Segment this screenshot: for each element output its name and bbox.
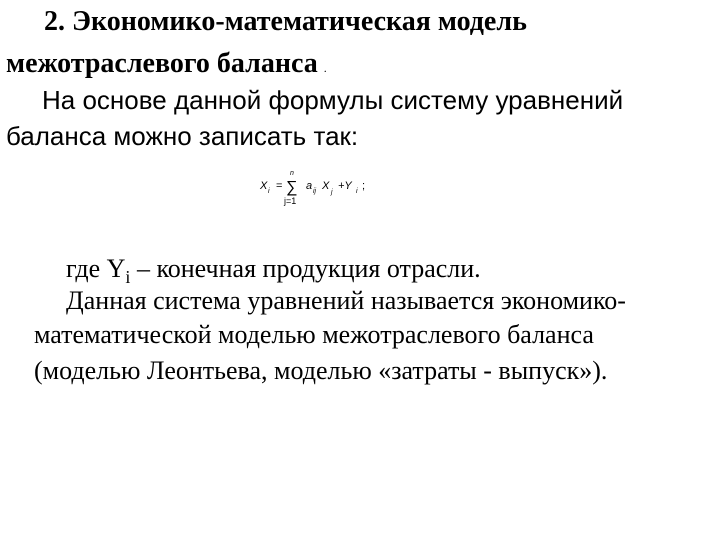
formula-sum-symbol: ∑ [286, 179, 298, 196]
title-text-1: 2. Экономико-математическая модель [44, 6, 527, 37]
formula-plus-y: +Y [338, 180, 352, 192]
balance-equation-formula [258, 164, 370, 212]
formula-x: X [322, 180, 330, 192]
formula-semicolon: ; [362, 180, 366, 192]
formula-x-sub: j [331, 189, 333, 196]
definition-suffix: – конечная продукция отрасли. [130, 254, 481, 283]
formula-sum-upper: n [290, 170, 294, 177]
body-line-4: (моделью Леонтьева, моделью «затраты - выпуск»). [34, 356, 608, 385]
title-trailing-mark: . [323, 61, 327, 75]
formula-lhs: X [260, 180, 268, 192]
intro-line-1: На основе данной формулы систему уравнений [42, 85, 624, 115]
title-line-2 [6, 48, 327, 80]
formula-y-sub: i [356, 188, 358, 195]
body-line-2: Данная система уравнений называется экономико- [66, 286, 626, 315]
formula-sum-lower: j=1 [284, 196, 297, 206]
title-line-1 [44, 6, 527, 38]
formula-a-sub: ij [313, 188, 317, 195]
formula-svg [258, 164, 370, 212]
body-line-3: математической моделью межотраслевого баланса [34, 320, 594, 349]
intro-line-2: баланса можно записать так: [6, 121, 359, 151]
definition-subscript: i [125, 267, 131, 287]
title-text-2: межотраслевого баланса [6, 48, 318, 79]
formula-a: a [306, 180, 313, 192]
definition-line [66, 254, 481, 287]
formula-lhs-sub: i [268, 188, 270, 195]
formula-equals: = [276, 180, 283, 192]
definition-prefix: где Y [66, 254, 126, 283]
